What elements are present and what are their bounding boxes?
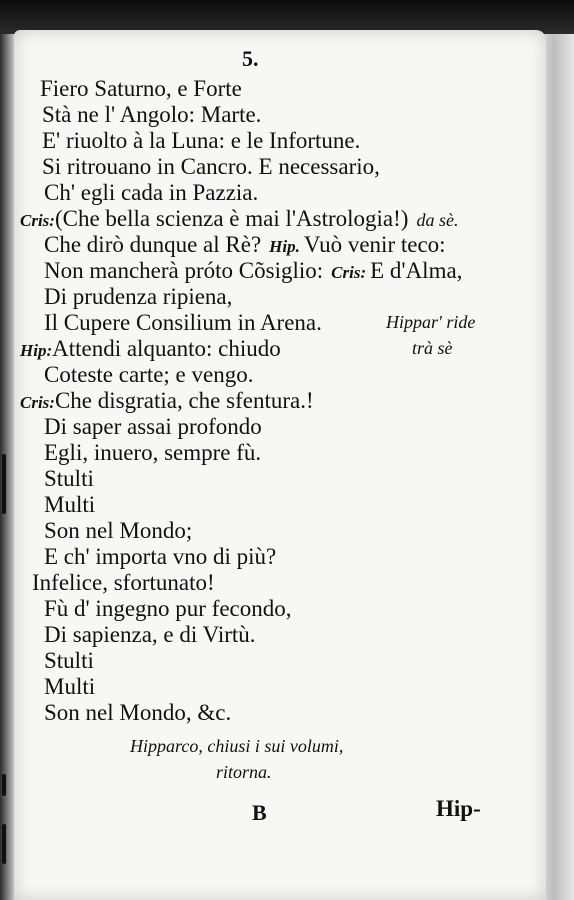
verse-text: (Che bella scienza è mai l'Astrologia!) [54,206,409,231]
binding-mark [2,774,6,796]
stage-direction-side: Hippar' ride [386,312,476,332]
verse-text: Fù d' ingegno pur fecondo, [44,596,292,621]
verse-line [20,388,314,414]
verse-line [44,492,95,518]
verse-text: Di sapienza, e di Virtù. [44,622,256,647]
verse-text: E d'Alma, [370,258,463,283]
verse-text: Egli, inuero, sempre fù. [44,440,262,465]
verse-text: Fiero Saturno, e Forte [40,76,242,101]
aside-note: da sè. [416,210,459,230]
stage-direction-end: ritorna. [216,762,272,782]
verse-text: Stulti [44,466,94,491]
verse-line [44,622,256,648]
verse-line [44,258,462,284]
page-number: 5. [242,46,259,71]
verse-line [44,362,253,388]
verse-line [42,128,360,154]
verse-text: Infelice, sfortunato! [32,570,215,595]
verse-line [44,310,322,336]
verse-text: Che dirò dunque al Rè? [44,232,262,257]
book-top-edge [0,0,574,34]
verse-line [44,544,276,570]
verse-line [44,284,232,310]
speaker-label: Cris: [20,393,55,412]
verse-text: Stà ne l' Angolo: Marte. [42,102,262,127]
verse-text: Si ritrouano in Cancro. E necessario, [42,154,380,179]
verse-line [42,102,261,128]
verse-text: Non mancherà próto Cõsiglio: [44,258,324,283]
speaker-label: Hip: [20,341,53,360]
signature-mark: B [252,800,267,825]
catchword: Hip- [436,796,481,821]
verse-text: Che disgratia, che sfentura.! [54,388,314,413]
speaker-label: Hip. [269,237,300,256]
verse-line [20,206,458,232]
verse-line [44,440,261,466]
verse-line [32,570,215,596]
verse-text: Di saper assai profondo [44,414,262,439]
verse-text: Attendi alquanto: chiudo [52,336,281,361]
verse-line [44,232,446,258]
verse-text: Di prudenza ripiena, [44,284,233,309]
verse-line [44,414,262,440]
verse-text: Il Cupere Consilium in Arena. [44,310,322,335]
verse-text: Son nel Mondo; [44,518,193,543]
verse-text: Ch' egli cada in Pazzia. [44,180,259,205]
verse-text: Multi [44,492,96,517]
speaker-label: Cris: [331,263,367,282]
verse-text: E ch' importa vno di più? [44,544,277,569]
binding-mark [2,824,6,864]
verse-line [40,76,242,102]
verse-line [44,596,292,622]
binding-mark [2,454,6,514]
verse-line [44,674,95,700]
verse-text: Coteste carte; e vengo. [44,362,254,387]
verse-text: Multi [44,674,96,699]
verse-text: Vuò venir teco: [303,232,446,257]
speaker-label: Cris: [20,211,55,230]
verse-line [44,518,192,544]
verse-text: Stulti [44,648,94,673]
verse-text: Son nel Mondo, &c. [44,700,232,725]
stage-direction-side: trà sè [412,338,453,358]
verse-line [20,336,281,362]
verse-line [44,700,231,726]
verse-line [44,648,94,674]
verse-text: E' riuolto à la Luna: e le Infortune. [42,128,361,153]
verse-line [44,466,94,492]
verse-line [42,154,380,180]
stage-direction-end: Hipparco, chiusi i sui volumi, [130,736,344,756]
verse-line [44,180,258,206]
